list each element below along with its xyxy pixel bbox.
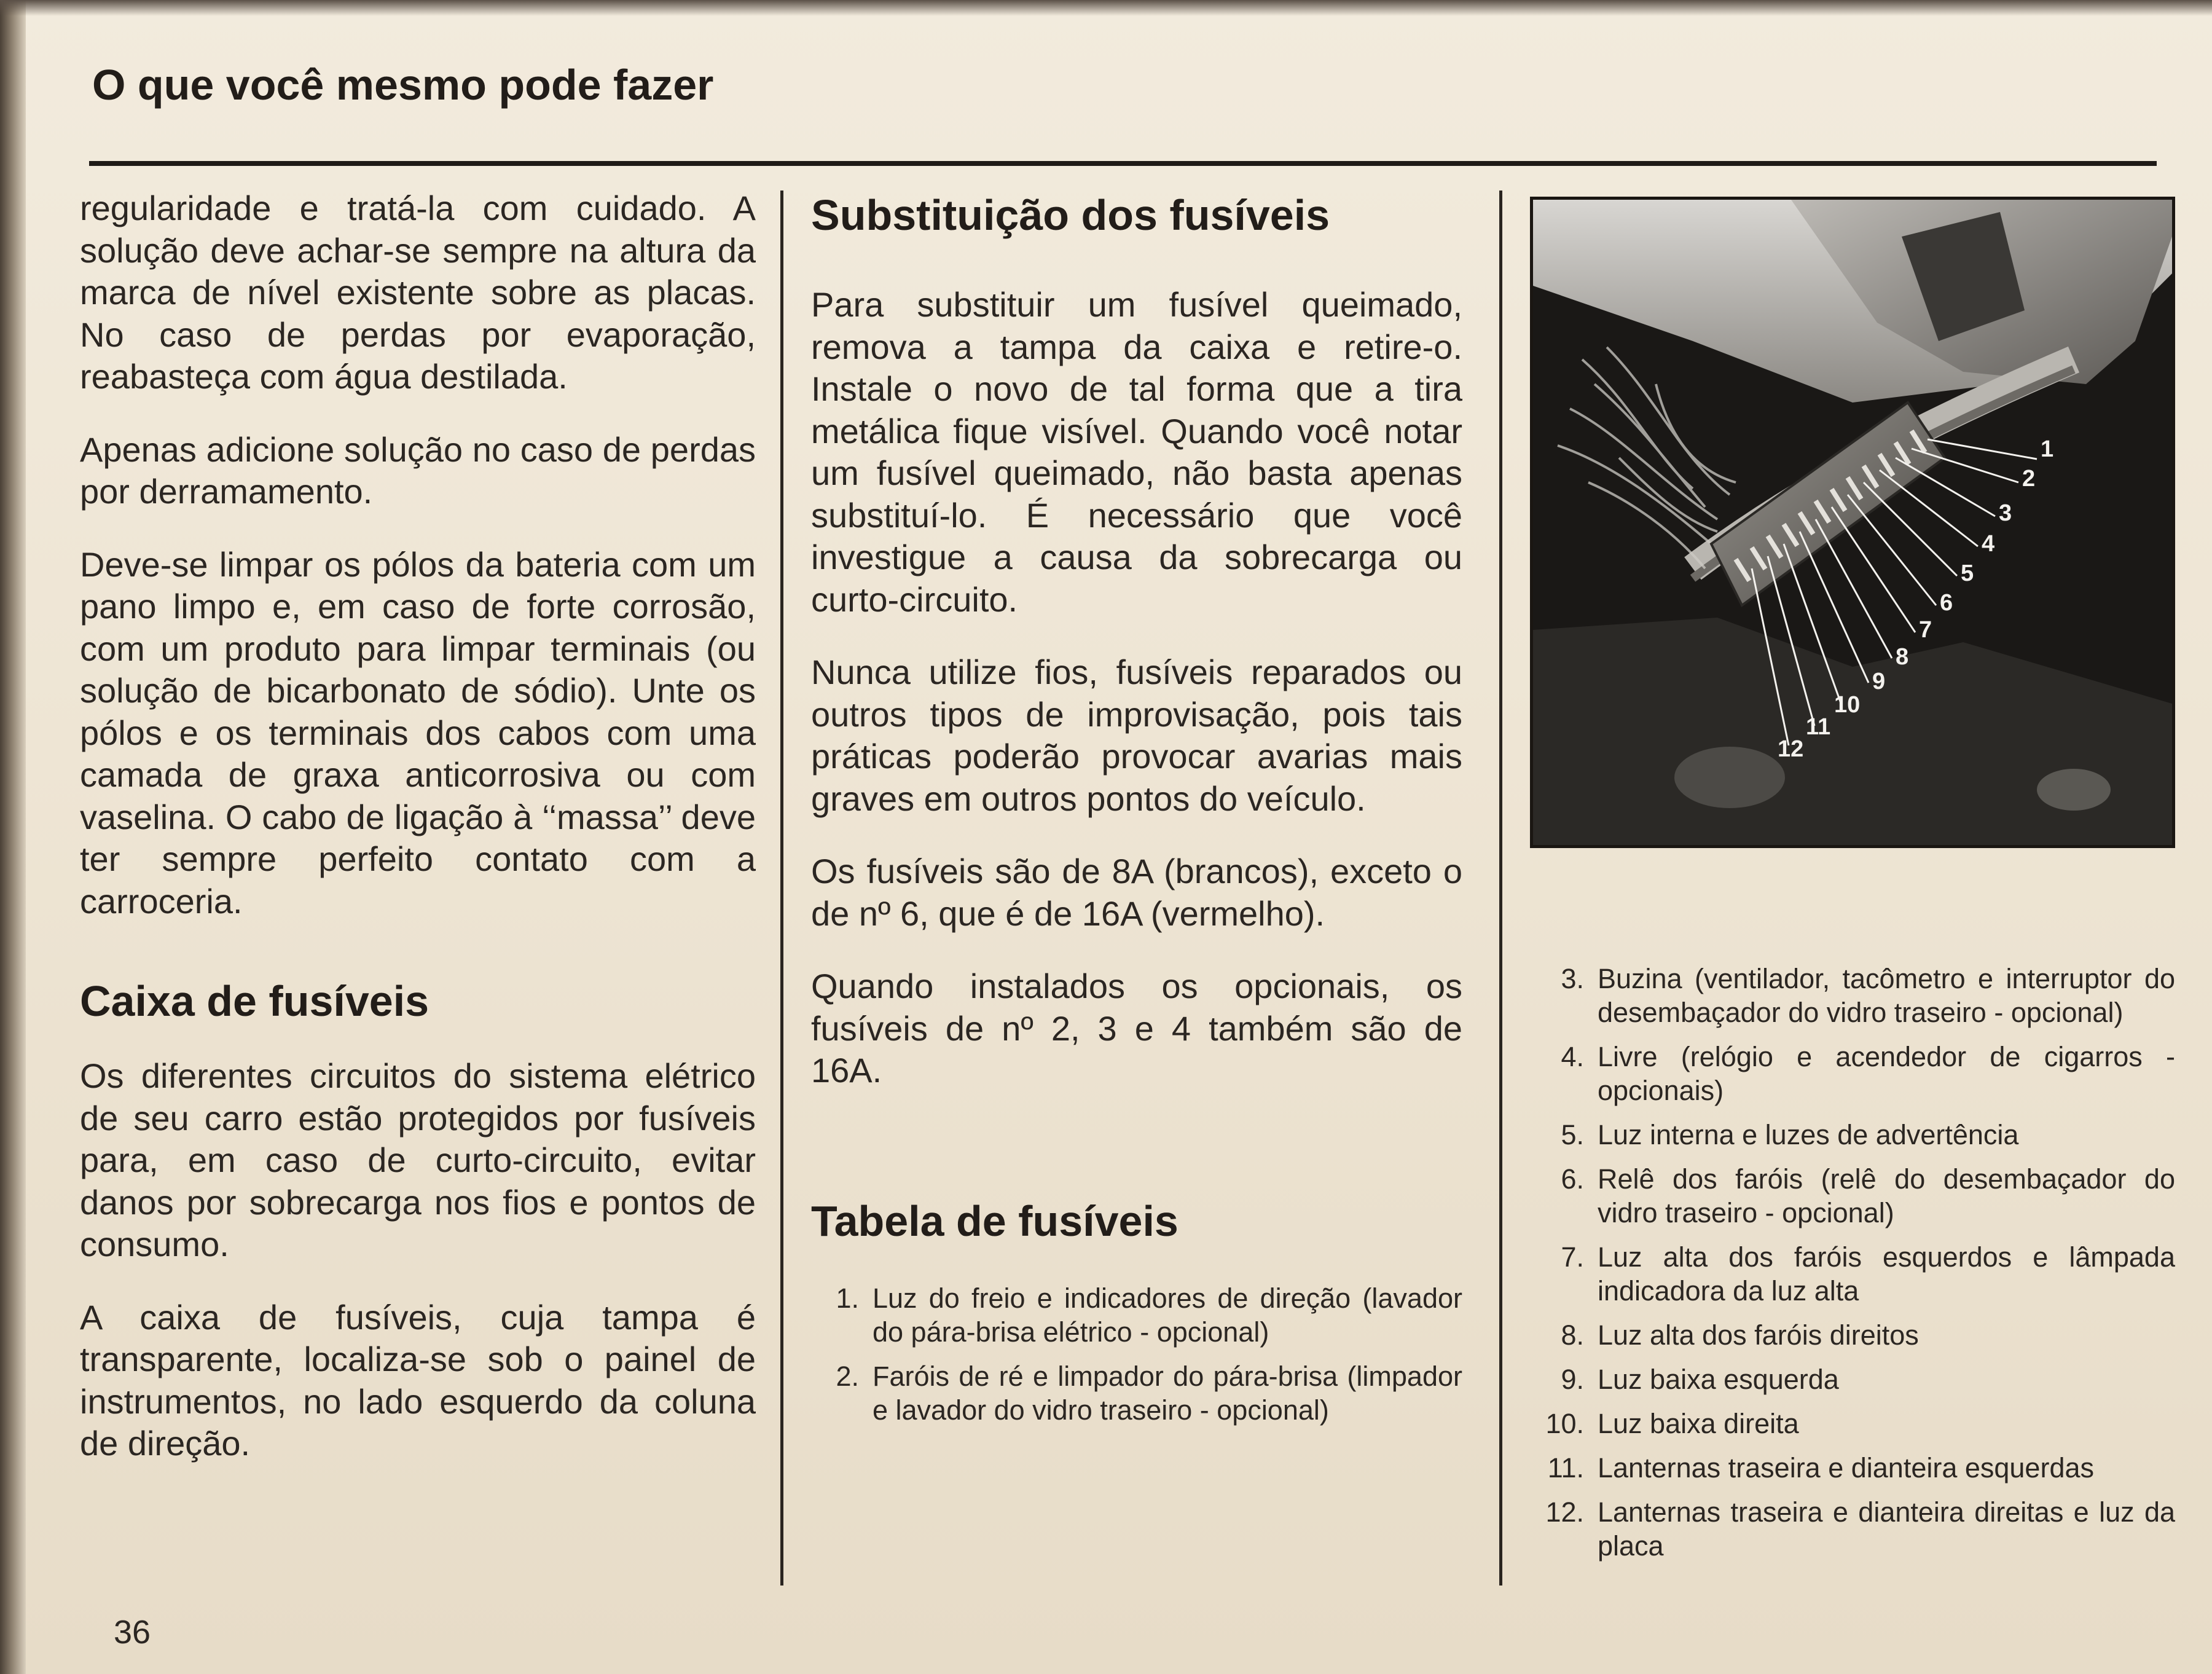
book-spine-shadow xyxy=(0,0,26,1674)
fuse-item-1 xyxy=(811,1281,1462,1349)
fusebox-photo xyxy=(1530,197,2175,848)
fuse-number: 7. xyxy=(1561,1241,1584,1273)
fuse-description: Luz baixa esquerda xyxy=(1598,1364,1839,1395)
header-rule xyxy=(89,161,2157,166)
fuse-number: 12. xyxy=(1545,1496,1584,1528)
fuse-number: 8. xyxy=(1561,1319,1584,1351)
paragraph-circuits: Os diferentes circuitos do sistema elétrico de seu carro estão protegidos por fusíveis para, em caso de curto-circuito, evitar danos por sobrecarga nos fios e pontos de consumo. xyxy=(80,1056,756,1263)
fuse-item-4 xyxy=(1536,1040,2175,1107)
fuse-item-5 xyxy=(1536,1118,2175,1152)
callout-6: 6 xyxy=(1940,590,1953,616)
callout-5: 5 xyxy=(1961,560,1974,586)
column-divider-1 xyxy=(780,191,783,1586)
bracket xyxy=(2037,769,2111,811)
fuse-number: 9. xyxy=(1561,1364,1584,1395)
fuse-item-8 xyxy=(1536,1318,2175,1352)
fuse-description: Faróis de ré e limpador do pára-brisa (limpador e lavador do vidro traseiro - opcional) xyxy=(873,1360,1462,1426)
fuse-description: Luz alta dos faróis esquerdos e lâmpada indicadora da luz alta xyxy=(1598,1241,2175,1307)
fuse-number: 2. xyxy=(836,1360,859,1392)
fuse-description: Luz do freio e indicadores de direção (lavador do pára-brisa elétrico - opcional) xyxy=(873,1282,1462,1348)
pedal-mount xyxy=(1674,747,1785,808)
section-title: O que você mesmo pode fazer xyxy=(92,61,714,109)
fuse-item-2 xyxy=(811,1359,1462,1427)
fuse-item-7 xyxy=(1536,1240,2175,1308)
fuse-number: 10. xyxy=(1545,1408,1584,1439)
fuse-number: 3. xyxy=(1561,963,1584,994)
paragraph-fuse-ratings: Os fusíveis são de 8A (brancos), exceto o de nº 6, que é de 16A (vermelho). xyxy=(811,852,1462,933)
page-top-shadow xyxy=(0,0,2212,16)
fuse-number: 4. xyxy=(1561,1041,1584,1072)
callout-12: 12 xyxy=(1778,736,1804,762)
fuse-description: Livre (relógio e acendedor de cigarros - opcionais) xyxy=(1598,1041,2175,1106)
callout-10: 10 xyxy=(1834,692,1861,718)
fuse-item-3 xyxy=(1536,962,2175,1029)
fuse-item-9 xyxy=(1536,1362,2175,1396)
callout-1: 1 xyxy=(2041,436,2054,462)
fuse-list-part-1 xyxy=(811,1281,1462,1427)
fuse-description: Relê dos faróis (relê do desembaçador do vidro traseiro - opcional) xyxy=(1598,1163,2175,1228)
paragraph-no-improvisation: Nunca utilize fios, fusíveis reparados ou outros tipos de improvisação, pois tais práticas poderão provocar avarias mais graves em outros pontos do veículo. xyxy=(811,653,1462,818)
callout-8: 8 xyxy=(1896,644,1909,670)
column-divider-2 xyxy=(1499,191,1502,1586)
callout-9: 9 xyxy=(1872,669,1886,694)
fuse-item-6 xyxy=(1536,1162,2175,1230)
fuse-list-part-2 xyxy=(1536,962,2175,1563)
fuse-number: 1. xyxy=(836,1282,859,1314)
paragraph-spill: Apenas adicione solução no caso de perdas por derramamento. xyxy=(80,430,756,511)
callout-2: 2 xyxy=(2022,466,2036,492)
fuse-number: 6. xyxy=(1561,1163,1584,1195)
fuse-description: Luz baixa direita xyxy=(1598,1408,1799,1439)
heading-substituicao: Substituição dos fusíveis xyxy=(811,191,1330,239)
fuse-item-11 xyxy=(1536,1451,2175,1485)
page-number: 36 xyxy=(114,1614,151,1651)
fuse-description: Lanternas traseira e dianteira esquerdas xyxy=(1598,1452,2095,1483)
column-1 xyxy=(80,187,756,1496)
paragraph-terminals: Deve-se limpar os pólos da bateria com um pano limpo e, em caso de forte corrosão, com um produto para limpar terminais (ou solução de bicarbonato de sódio). Unte os pólos e os terminais dos cabos com uma camada de graxa anticorrosiva ou com vaselina. O cabo de ligação à ‘‘massa’’ deve ter sempre perfeito contato com a carroceria. xyxy=(80,544,756,921)
callout-11: 11 xyxy=(1806,714,1831,740)
fuse-item-12 xyxy=(1536,1495,2175,1563)
fusebox-photo-drawing xyxy=(1533,200,2172,845)
fuse-number: 5. xyxy=(1561,1119,1584,1150)
paragraph-replace-fuse: Para substituir um fusível queimado, remova a tampa da caixa e retire-o. Instale o novo de tal forma que a tira metálica fique visível. Quando você notar um fusível queimado, não basta apenas substituí-lo. É necessário que você investigue a causa da sobrecarga ou curto-circuito. xyxy=(811,285,1462,619)
fuse-item-10 xyxy=(1536,1407,2175,1440)
callout-3: 3 xyxy=(1999,500,2012,526)
column-2 xyxy=(811,191,1462,1437)
fuse-description: Buzina (ventilador, tacômetro e interruptor do desembaçador do vidro traseiro - opcional) xyxy=(1598,963,2175,1028)
heading-tabela-de-fusiveis: Tabela de fusíveis xyxy=(811,1197,1179,1245)
fuse-number: 11. xyxy=(1547,1452,1584,1483)
paragraph-optionals: Quando instalados os opcionais, os fusíveis de nº 2, 3 e 4 também são de 16A. xyxy=(811,967,1462,1090)
paragraph-battery-care: regularidade e tratá-la com cuidado. A solução deve achar-se sempre na altura da marca de nível existente sobre as placas. No caso de perdas por evaporação, reabasteça com água destilada. xyxy=(80,189,756,396)
callout-7: 7 xyxy=(1919,617,1932,643)
fuse-description: Luz interna e luzes de advertência xyxy=(1598,1119,2019,1150)
callout-4: 4 xyxy=(1982,531,1995,557)
fuse-description: Luz alta dos faróis direitos xyxy=(1598,1319,1919,1351)
fuse-description: Lanternas traseira e dianteira direitas e luz da placa xyxy=(1598,1496,2175,1562)
heading-caixa-de-fusiveis: Caixa de fusíveis xyxy=(80,977,429,1025)
paragraph-fusebox-location: A caixa de fusíveis, cuja tampa é transparente, localiza-se sob o painel de instrumentos, no lado esquerdo da coluna de direção. xyxy=(80,1297,756,1463)
column-3 xyxy=(1536,962,2175,1573)
